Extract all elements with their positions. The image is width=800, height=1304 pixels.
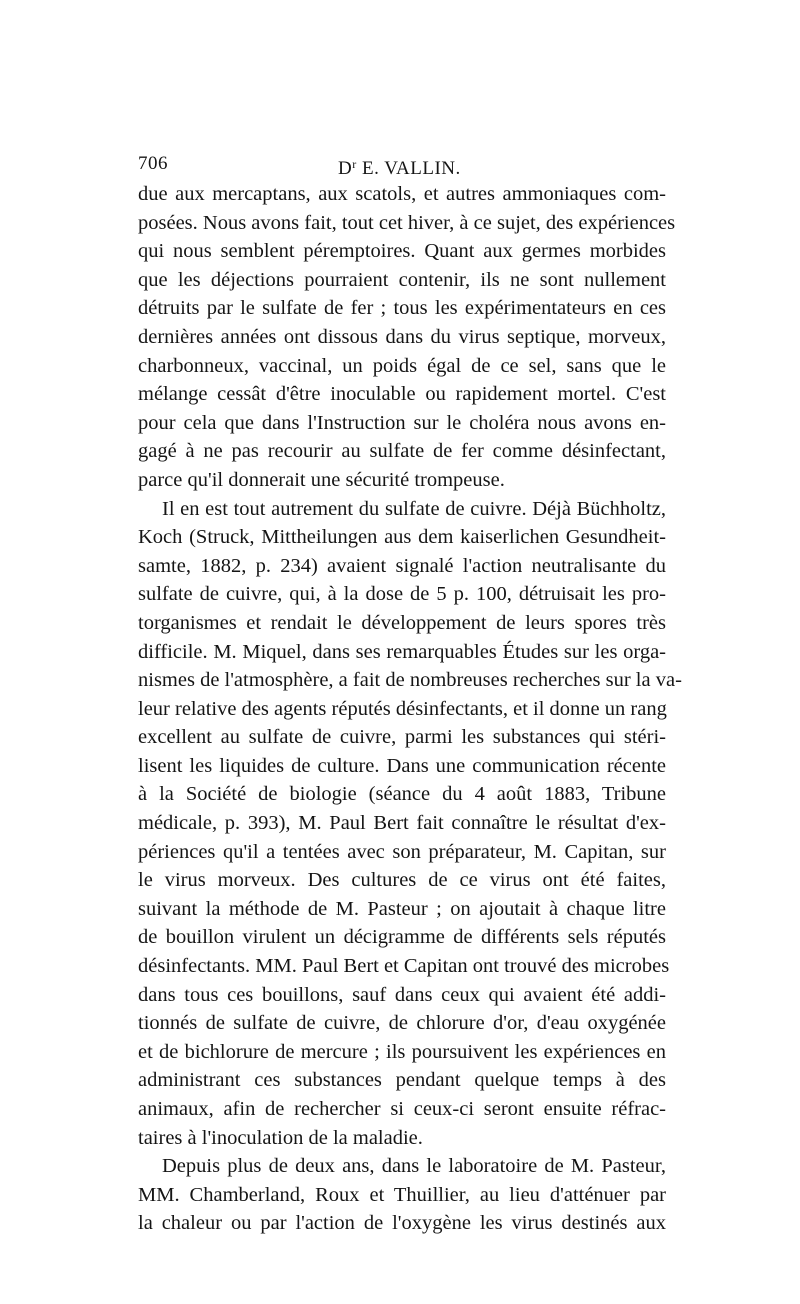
page-number: 706 — [138, 153, 168, 174]
text-line: nismes de l'atmosphère, a fait de nombreuses recherches sur la va- — [138, 669, 682, 692]
paragraph-3 — [138, 1152, 666, 1238]
text-line: difficile. M. Miquel, dans ses remarquables Études sur les orga- — [138, 640, 666, 663]
running-header — [138, 150, 666, 180]
text-line: suivant la méthode de M. Pasteur ; on ajoutait à chaque litre — [138, 897, 666, 920]
text-line: samte, 1882, p. 234) avaient signalé l'action neutralisante du — [138, 554, 666, 577]
author-sup: r — [352, 157, 357, 171]
author-prefix: D — [338, 158, 353, 179]
text-line: leur relative des agents réputés désinfectants, et il donne un rang — [138, 697, 667, 720]
text-line: sulfate de cuivre, qui, à la dose de 5 p. 100, détruisait les pro- — [138, 583, 666, 606]
text-line: lisent les liquides de culture. Dans une communication récente — [138, 754, 666, 777]
text-line: le virus morveux. Des cultures de ce virus ont été faites, — [138, 869, 666, 892]
text-line: détruits par le sulfate de fer ; tous les expérimentateurs en ces — [138, 297, 666, 320]
text-line: MM. Chamberland, Roux et Thuillier, au lieu d'atténuer par — [138, 1183, 666, 1206]
text-line: Koch (Struck, Mittheilungen aus dem kaiserlichen Gesundheit- — [138, 526, 666, 549]
text-line: parce qu'il donnerait une sécurité trompeuse. — [138, 468, 505, 491]
text-line: de bouillon virulent un décigramme de différents sels réputés — [138, 926, 666, 949]
text-line: dans tous ces bouillons, sauf dans ceux qui avaient été addi- — [138, 983, 666, 1006]
text-line: posées. Nous avons fait, tout cet hiver, à ce sujet, des expériences — [138, 211, 676, 234]
text-line: à la Société de biologie (séance du 4 août 1883, Tribune — [138, 783, 666, 806]
text-line: administrant ces substances pendant quelque temps à des — [138, 1069, 666, 1092]
text-line: et de bichlorure de mercure ; ils poursuivent les expériences en — [138, 1040, 666, 1063]
text-line: Il en est tout autrement du sulfate de cuivre. Déjà Büchholtz, — [162, 497, 666, 520]
text-line: excellent au sulfate de cuivre, parmi les substances qui stéri- — [138, 726, 666, 749]
text-line: torganismes et rendait le développement de leurs spores très — [138, 611, 666, 634]
paragraph-1 — [138, 180, 676, 495]
running-head-author — [338, 150, 461, 184]
author-name: E. VALLIN. — [361, 158, 461, 179]
text-line: taires à l'inoculation de la maladie. — [138, 1126, 423, 1149]
text-line: désinfectants. MM. Paul Bert et Capitan ont trouvé des microbes — [138, 955, 670, 978]
text-line: charbonneux, vaccinal, un poids égal de ce sel, sans que le — [138, 354, 666, 377]
paragraph-2 — [138, 495, 682, 1153]
text-line: Depuis plus de deux ans, dans le laboratoire de M. Pasteur, — [162, 1155, 666, 1178]
text-line: mélange cessât d'être inoculable ou rapidement mortel. C'est — [138, 383, 666, 406]
book-page — [138, 150, 682, 1238]
text-line: la chaleur ou par l'action de l'oxygène les virus destinés aux — [138, 1212, 666, 1235]
text-line: pour cela que dans l'Instruction sur le choléra nous avons en- — [138, 411, 666, 434]
text-line: animaux, afin de rechercher si ceux-ci seront ensuite réfrac- — [138, 1098, 666, 1120]
text-line: gagé à ne pas recourir au sulfate de fer comme désinfectant, — [138, 440, 666, 463]
text-line: périences qu'il a tentées avec son préparateur, M. Capitan, sur — [138, 840, 666, 863]
text-line: dernières années ont dissous dans du virus septique, morveux, — [138, 325, 666, 348]
text-line: tionnés de sulfate de cuivre, de chlorure d'or, d'eau oxygénée — [138, 1012, 666, 1035]
text-line: que les déjections pourraient contenir, ils ne sont nullement — [138, 268, 666, 291]
text-line: qui nous semblent péremptoires. Quant aux germes morbides — [138, 240, 666, 263]
text-line: médicale, p. 393), M. Paul Bert fait connaître le résultat d'ex- — [138, 812, 666, 835]
text-line: due aux mercaptans, aux scatols, et autres ammoniaques com- — [138, 183, 666, 205]
